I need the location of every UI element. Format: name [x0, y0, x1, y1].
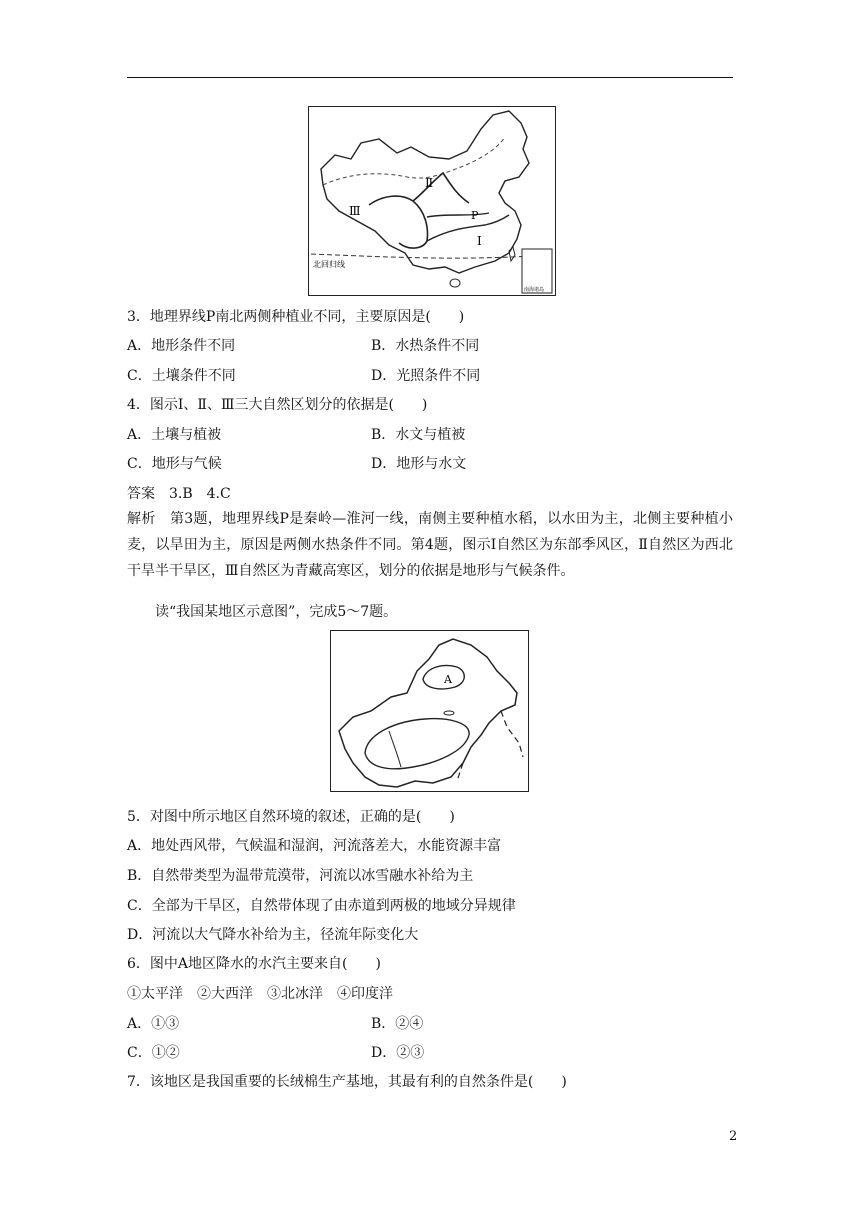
page-number: 2: [729, 1129, 738, 1144]
q3-option-b: B．水热条件不同: [371, 338, 480, 354]
area-a-label: A: [444, 673, 452, 686]
line-p-label: P: [471, 209, 479, 222]
header-rule: [127, 77, 733, 78]
plateau-boundary: [369, 196, 427, 248]
south-boundary: [427, 215, 509, 241]
region-2-label: Ⅱ: [425, 176, 434, 190]
region-3-label: Ⅲ: [349, 204, 361, 218]
analysis-text: 解析 第3题，地理界线P是秦岭—淮河一线，南侧主要种植水稻，以水田为主，北侧主要种植小麦，以旱田为主，原因是两侧水热条件不同。第4题，图示Ⅰ自然区为东部季风区，Ⅱ自然区为西北干旱半干旱区，Ⅲ自然区为青藏高寒区，划分的依据是地形与气候条件。: [127, 511, 733, 579]
answer-key: 答案 3.B 4.C: [127, 486, 231, 502]
arid-boundary: [323, 137, 505, 185]
q5-stem: 5．对图中所示地区自然环境的叙述，正确的是( ): [127, 809, 455, 825]
q4-stem: 4．图示Ⅰ、Ⅱ、Ⅲ三大自然区划分的依据是( ): [127, 397, 428, 413]
region-sketch-map: [330, 630, 529, 792]
china-outline: [321, 111, 529, 273]
inset-label: 南海诸岛: [524, 287, 545, 293]
q4-option-c: C．地形与气候: [127, 456, 222, 472]
q6-option-c: C．①②: [127, 1045, 180, 1061]
q3-option-a: A．地形条件不同: [127, 338, 236, 354]
china-regions-map: [308, 106, 556, 296]
q3-option-d: D．光照条件不同: [371, 368, 481, 384]
region-outline: [339, 639, 517, 787]
q5-option-c: C．全部为干旱区，自然带体现了由赤道到两极的地域分异规律: [127, 898, 516, 914]
river: [389, 731, 401, 767]
basin-south-outline: [365, 719, 469, 769]
q6-option-b: B．②④: [371, 1016, 424, 1032]
q3-stem: 3．地理界线P南北两侧种植业不同，主要原因是( ): [127, 309, 465, 325]
q6-option-d: D．②③: [371, 1045, 425, 1061]
line-p: [427, 213, 489, 217]
q4-option-a: A．土壤与植被: [127, 427, 222, 443]
q5-option-d: D．河流以大气降水补给为主，径流年际变化大: [127, 927, 419, 943]
lake: [444, 711, 454, 715]
q7-stem: 7．该地区是我国重要的长绒棉生产基地，其最有利的自然条件是( ): [127, 1074, 567, 1090]
q5-option-b: B．自然带类型为温带荒漠带，河流以冰雪融水补给为主: [127, 868, 474, 884]
q5-option-a: A．地处西风带，气候温和湿润，河流落差大，水能资源丰富: [127, 838, 502, 854]
q4-option-d: D．地形与水文: [371, 456, 467, 472]
hainan-island: [450, 279, 460, 287]
q6-stem: 6．图中A地区降水的水汽主要来自( ): [127, 956, 381, 972]
q6-sources: ①太平洋 ②大西洋 ③北冰洋 ④印度洋: [127, 986, 393, 1002]
intro-text: 读“我国某地区示意图”，完成5～7题。: [155, 604, 398, 620]
border-dashed-east: [501, 711, 523, 757]
q4-option-b: B．水文与植被: [371, 427, 466, 443]
tropic-label: 北回归线: [313, 260, 345, 269]
region-1-label: Ⅰ: [477, 234, 482, 248]
q3-option-c: C．土壤条件不同: [127, 368, 236, 384]
q6-option-a: A．①③: [127, 1016, 180, 1032]
